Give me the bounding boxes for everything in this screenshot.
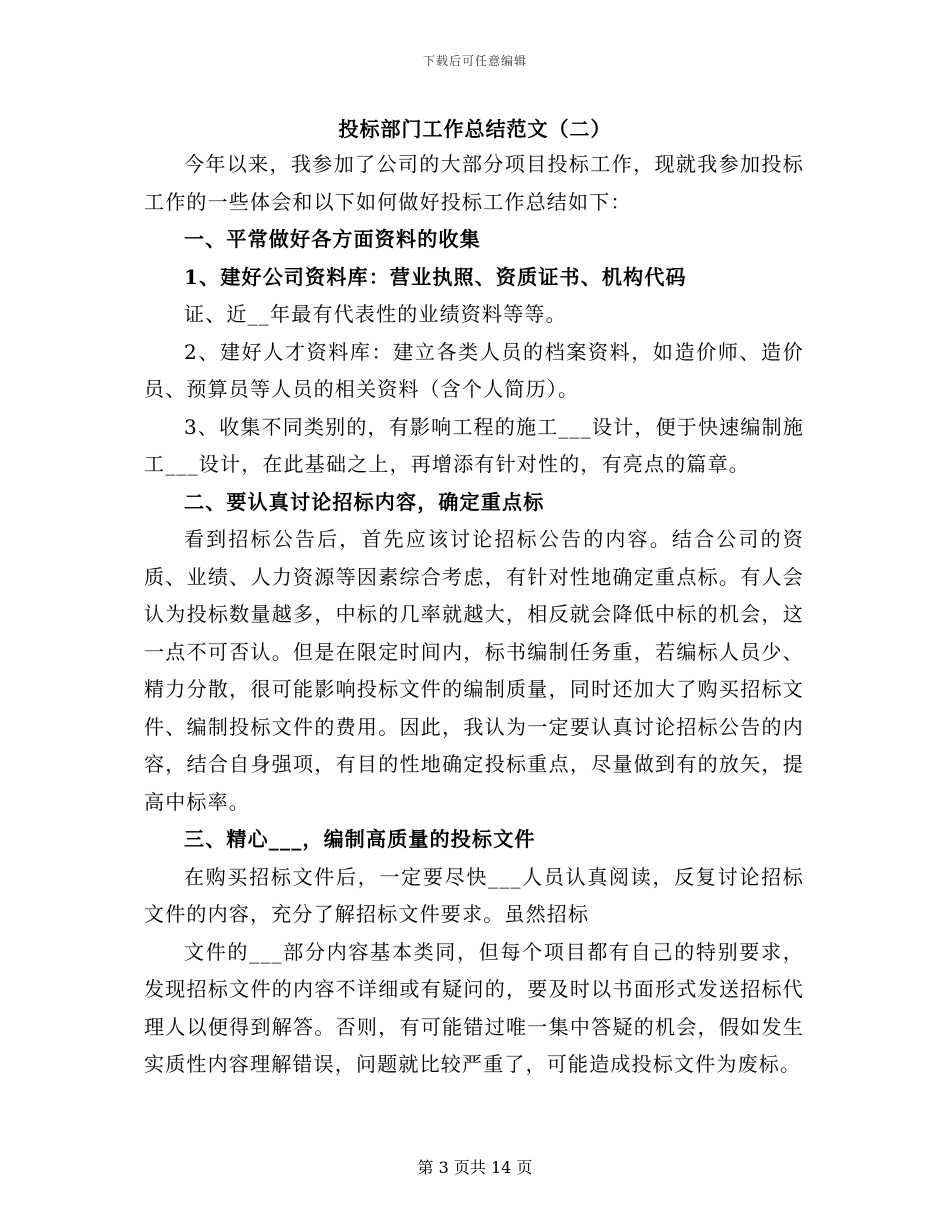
page-header-note: 下载后可任意编辑	[422, 54, 527, 68]
paragraph-tender-discussion: 看到招标公告后，首先应该讨论招标公告的内容。结合公司的资质、业绩、人力资源等因素综合考虑，有针对性地确定重点标。有人会认为投标数量越多，中标的几率就越大，相反就会降低中标的机会，这一点不可否认。但是在限定时间内，标书编制任务重，若编标人员少、精力分散，很可能影响投标文件的编制质量，同时还加大了购买招标文件、编制投标文件的费用。因此，我认为一定要认真讨论招标公告的内容，结合自身强项，有目的性地确定投标重点，尽量做到有的放矢，提高中标率。	[144, 527, 804, 814]
section-heading-2: 二、要认真讨论招标内容，确定重点标	[184, 489, 545, 514]
paragraph-construction-design: 3、收集不同类别的，有影响工程的施工___设计，便于快速编制施工___设计，在此基础之上，再增添有针对性的，有亮点的篇章。	[144, 414, 804, 476]
paragraph-special-requirements: 文件的___部分内容基本类同，但每个项目都有自己的特别要求，发现招标文件的内容不详细或有疑问的，要及时以书面形式发送招标代理人以便得到解答。否则，有可能错过唯一集中答疑的机会，假如发生实质性内容理解错误，问题就比较严重了，可能造成投标文件为废标。	[144, 939, 804, 1076]
document-body	[144, 146, 804, 1084]
document-title: 投标部门工作总结范文（二）	[338, 117, 612, 141]
intro-paragraph: 今年以来，我参加了公司的大部分项目投标工作，现就我参加投标工作的一些体会和以下如何做好投标工作总结如下：	[144, 152, 804, 214]
paragraph-talent-database: 2、建好人才资料库：建立各类人员的档案资料，如造价师、造价员、预算员等人员的相关资料（含个人简历）。	[144, 339, 804, 401]
section-heading-3: 三、精心___，编制高质量的投标文件	[184, 827, 536, 851]
page-number: 第 3 页共 14 页	[417, 1158, 533, 1177]
paragraph-read-tender: 在购买招标文件后，一定要尽快___人员认真阅读，反复讨论招标文件的内容，充分了解招标文件要求。虽然招标	[144, 864, 804, 926]
section-heading-1: 一、平常做好各方面资料的收集	[184, 227, 481, 251]
subheading-company-database: 1、建好公司资料库：营业执照、资质证书、机构代码	[184, 264, 687, 289]
paragraph-certificates: 证、近__年最有代表性的业绩资料等等。	[184, 302, 567, 326]
